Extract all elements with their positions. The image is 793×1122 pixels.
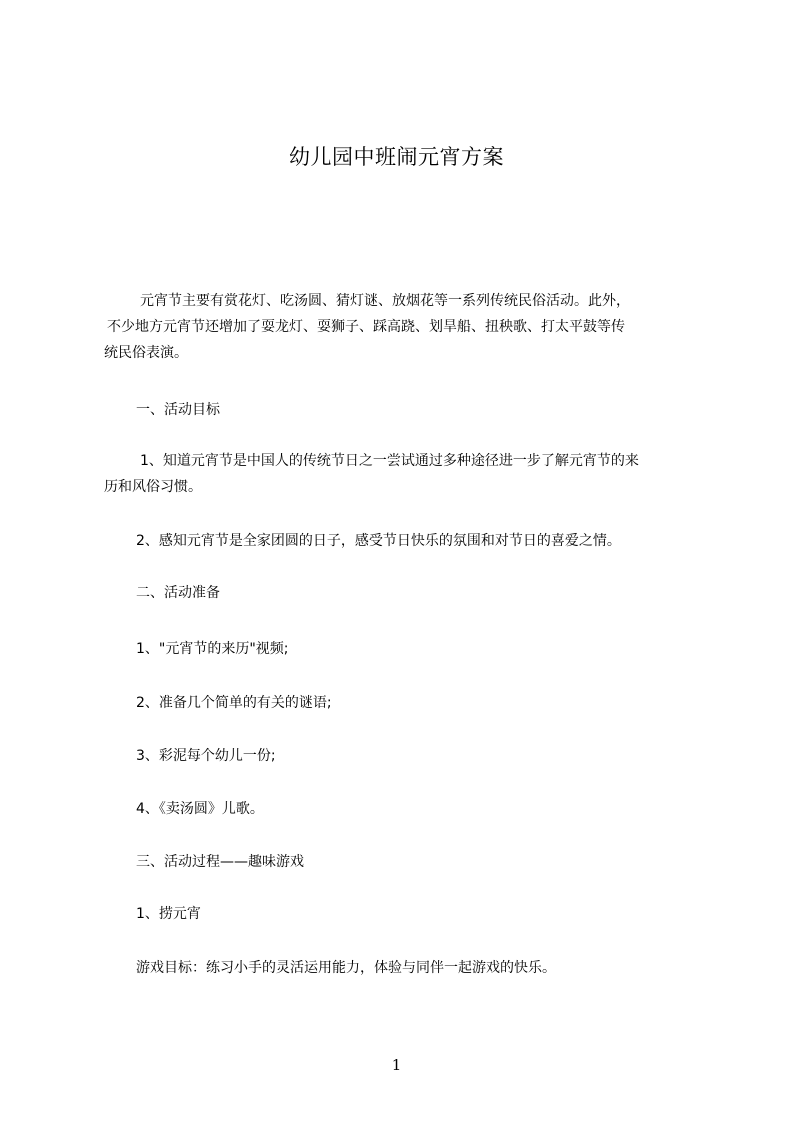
document-title: 幼儿园中班闹元宵方案 xyxy=(289,145,504,169)
page-number: 1 xyxy=(391,1056,402,1074)
goal-1-paragraph xyxy=(104,448,694,500)
prep-item-2: 2、准备几个简单的有关的谜语; xyxy=(136,695,332,711)
goal-1-line-2: 历和风俗习惯。 xyxy=(104,479,202,495)
intro-line-2: 不少地方元宵节还增加了耍龙灯、耍狮子、踩高跷、划旱船、扭秧歌、打太平鼓等传 xyxy=(107,319,625,335)
section-heading-goals: 一、活动目标 xyxy=(136,402,220,418)
prep-item-1: 1、"元宵节的来历"视频; xyxy=(136,641,289,657)
goal-1-line-1: 1、知道元宵节是中国人的传统节日之一尝试通过多种途径进一步了解元宵节的来 xyxy=(140,453,639,469)
game-1-goal: 游戏目标：练习小手的灵活运用能力，体验与同伴一起游戏的快乐。 xyxy=(136,960,556,976)
intro-line-3: 统民俗表演。 xyxy=(104,345,188,361)
section-heading-preparation: 二、活动准备 xyxy=(136,585,220,601)
prep-item-4: 4、《卖汤圆》儿歌。 xyxy=(136,801,264,817)
prep-item-3: 3、彩泥每个幼儿一份; xyxy=(136,748,276,764)
game-1-title: 1、捞元宵 xyxy=(136,906,201,922)
intro-line-1: 元宵节主要有赏花灯、吃汤圆、猜灯谜、放烟花等一系列传统民俗活动。此外， xyxy=(140,293,630,309)
intro-paragraph xyxy=(104,288,694,366)
goal-2-paragraph: 2、感知元宵节是全家团圆的日子，感受节日快乐的氛围和对节日的喜爱之情。 xyxy=(136,533,621,549)
section-heading-process: 三、活动过程——趣味游戏 xyxy=(136,854,304,870)
